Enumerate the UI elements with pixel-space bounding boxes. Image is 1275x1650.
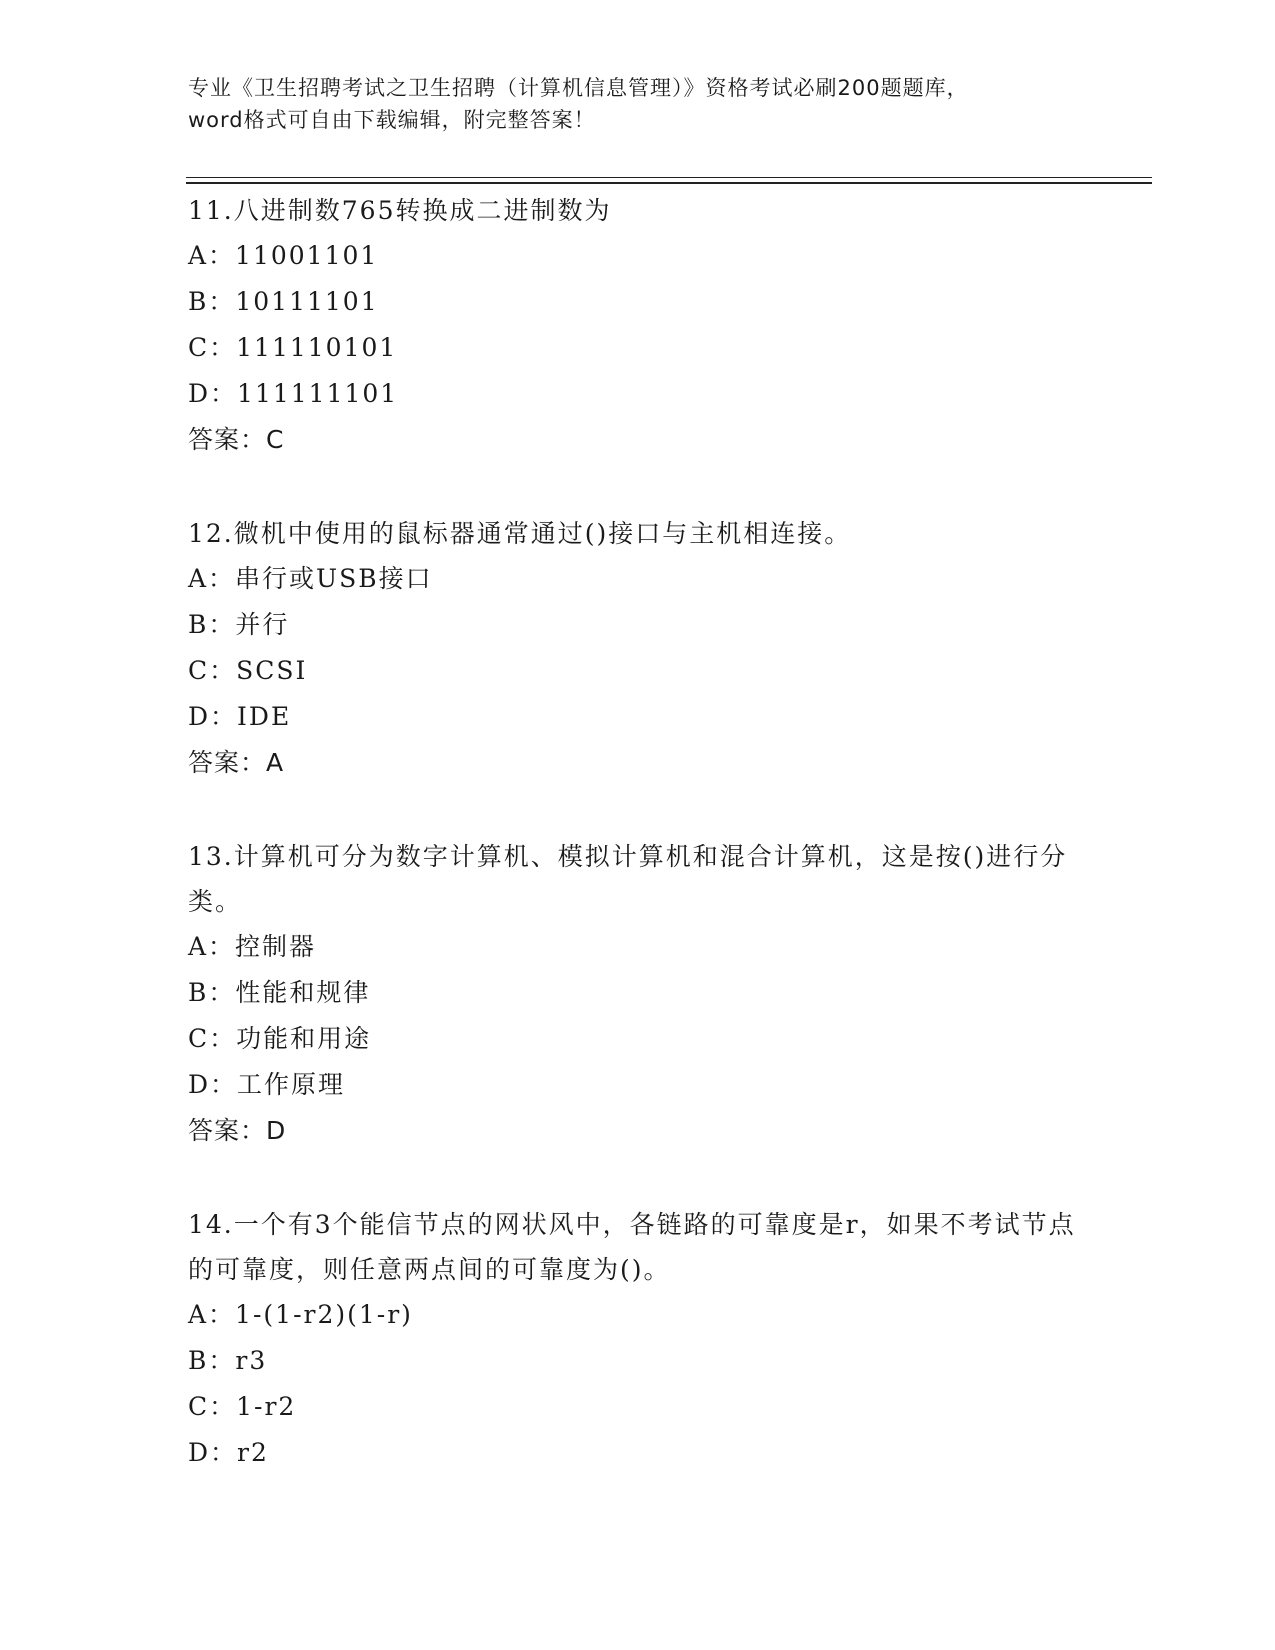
option-c: C：111110101 (188, 333, 398, 362)
question-11 (188, 188, 1088, 463)
header-divider-thin (186, 177, 1152, 178)
question-12 (188, 511, 1088, 786)
option-b: B：性能和规律 (188, 978, 371, 1007)
option-d: D：r2 (188, 1438, 269, 1467)
option-c: C：功能和用途 (188, 1024, 372, 1053)
header-line-1: 专业《卫生招聘考试之卫生招聘（计算机信息管理）》资格考试必刷200题题库， (188, 76, 969, 100)
question-stem: 12.微机中使用的鼠标器通常通过()接口与主机相连接。 (188, 519, 852, 548)
question-stem: 14.一个有3个能信节点的网状风中，各链路的可靠度是r，如果不考试节点的可靠度，则任意两点间的可靠度为()。 (188, 1210, 1076, 1284)
document-header (188, 72, 1088, 136)
option-a: A：串行或USB接口 (188, 564, 433, 593)
question-list (188, 188, 1088, 1524)
option-d: D：111111101 (188, 379, 399, 408)
question-stem: 11.八进制数765转换成二进制数为 (188, 196, 612, 225)
answer: 答案：D (188, 1116, 287, 1145)
question-14 (188, 1202, 1088, 1476)
question-stem: 13.计算机可分为数字计算机、模拟计算机和混合计算机，这是按()进行分类。 (188, 842, 1068, 916)
option-d: D：IDE (188, 702, 292, 731)
answer: 答案：A (188, 748, 285, 777)
option-a: A：1-(1-r2)(1-r) (188, 1300, 413, 1329)
question-13 (188, 834, 1088, 1154)
answer: 答案：C (188, 425, 285, 454)
option-b: B：r3 (188, 1346, 268, 1375)
header-line-2: word格式可自由下载编辑，附完整答案！ (188, 108, 596, 132)
option-d: D：工作原理 (188, 1070, 346, 1099)
option-a: A：11001101 (188, 241, 379, 270)
option-c: C：SCSI (188, 656, 308, 685)
option-b: B：10111101 (188, 287, 379, 316)
header-divider-thick (186, 182, 1152, 184)
option-c: C：1-r2 (188, 1392, 297, 1421)
option-a: A：控制器 (188, 932, 317, 961)
option-b: B：并行 (188, 610, 290, 639)
